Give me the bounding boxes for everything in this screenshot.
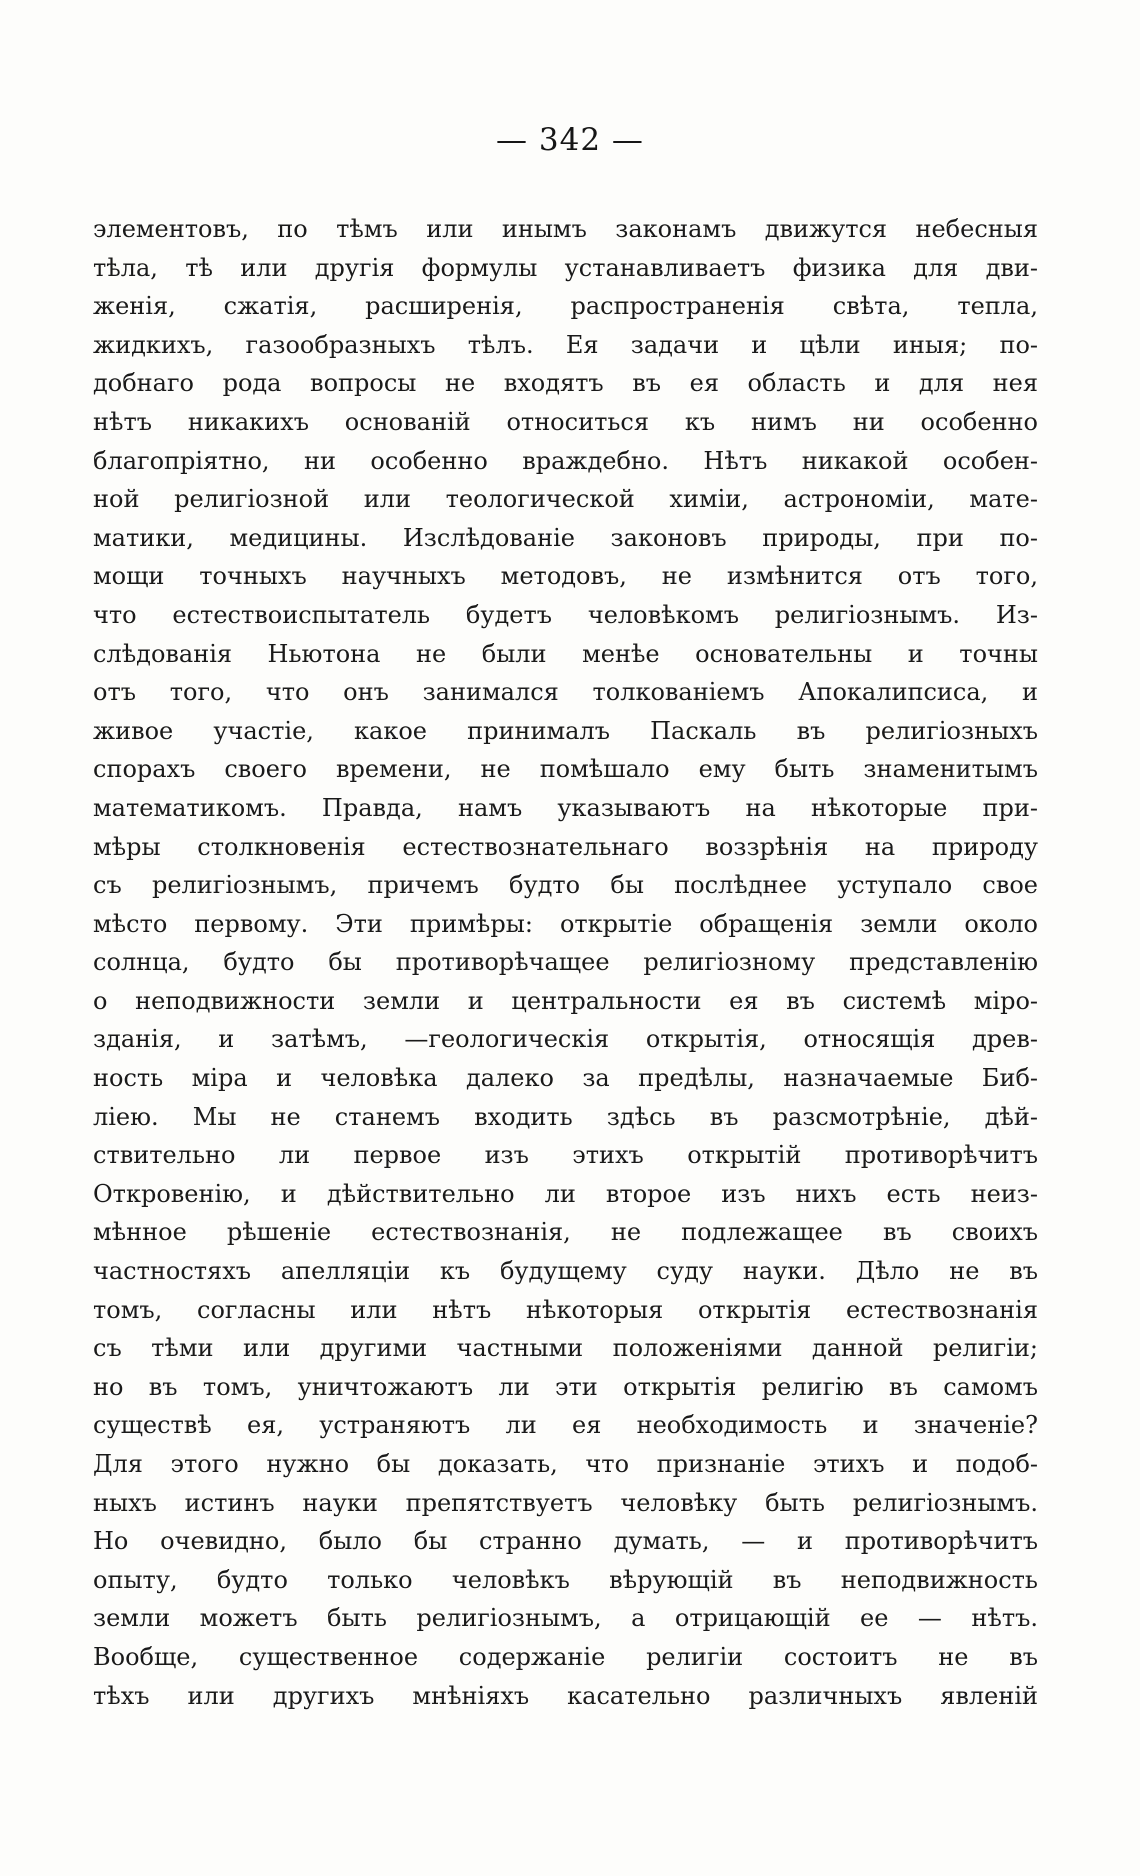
page-number: — 342 — [496, 122, 644, 158]
text-line: ность міра и человѣка далеко за предѣлы, назначаемые Биб- [93, 1064, 1038, 1093]
text-line: мощи точныхъ научныхъ методовъ, не измѣнится отъ того, [93, 562, 1038, 591]
text-line: Откровенію, и дѣйствительно ли второе изъ нихъ есть неиз- [93, 1179, 1038, 1208]
text-line: мѣнное рѣшеніе естествознанія, не подлежащее въ своихъ [93, 1218, 1038, 1247]
text-line: Вообще, существенное содержаніе религіи состоитъ не въ [93, 1642, 1038, 1671]
text-line: что естествоиспытатель будетъ человѣкомъ религіознымъ. Из- [93, 600, 1038, 629]
text-line: существѣ ея, устраняютъ ли ея необходимость и значеніе? [93, 1411, 1038, 1440]
text-line: слѣдованія Ньютона не были менѣе основательны и точны [93, 639, 1038, 668]
text-line: томъ, согласны или нѣтъ нѣкоторыя открытія естествознанія [93, 1295, 1038, 1324]
text-line: добнаго рода вопросы не входятъ въ ея область и для нея [93, 369, 1038, 398]
text-line: матики, медицины. Изслѣдованіе законовъ природы, при по- [93, 523, 1038, 552]
text-line: нѣтъ никакихъ основаній относиться къ нимъ ни особенно [93, 407, 1038, 436]
text-line: частностяхъ апелляціи къ будущему суду науки. Дѣло не въ [93, 1257, 1038, 1286]
text-line: съ тѣми или другими частными положеніями данной религіи; [93, 1334, 1038, 1363]
text-line: жидкихъ, газообразныхъ тѣлъ. Ея задачи и цѣли иныя; по- [93, 330, 1038, 359]
text-line: земли можетъ быть религіознымъ, а отрицающій ее — нѣтъ. [93, 1604, 1038, 1633]
text-line: элементовъ, по тѣмъ или инымъ законамъ движутся небесныя [93, 215, 1038, 243]
text-line: солнца, будто бы противорѣчащее религіозному представленію [93, 948, 1038, 977]
text-line: Но очевидно, было бы странно думать, — и противорѣчитъ [93, 1527, 1038, 1556]
text-line: мѣсто первому. Эти примѣры: открытіе обращенія земли около [93, 909, 1038, 938]
text-line: мѣры столкновенія естествознательнаго воззрѣнія на природу [93, 832, 1038, 861]
text-line: живое участіе, какое принималъ Паскаль въ религіозныхъ [93, 716, 1038, 745]
text-line: но въ томъ, уничтожаютъ ли эти открытія религію въ самомъ [93, 1372, 1038, 1401]
text-line: ной религіозной или теологической химіи, астрономіи, мате- [93, 485, 1038, 514]
text-line: спорахъ своего времени, не помѣшало ему быть знаменитымъ [93, 755, 1038, 784]
text-line: женія, сжатія, расширенія, распространенія свѣта, тепла, [93, 292, 1038, 321]
text-line: зданія, и затѣмъ, —геологическія открытія, относящія древ- [93, 1025, 1038, 1054]
text-line: съ религіознымъ, причемъ будто бы послѣднее уступало свое [93, 871, 1038, 900]
text-line: математикомъ. Правда, намъ указываютъ на нѣкоторые при- [93, 793, 1038, 822]
text-line: отъ того, что онъ занимался толкованіемъ Апокалипсиса, и [93, 678, 1038, 707]
text-line: ствительно ли первое изъ этихъ открытій противорѣчитъ [93, 1141, 1038, 1170]
text-line: благопріятно, ни особенно враждебно. Нѣтъ никакой особен- [93, 446, 1038, 475]
text-line: опыту, будто только человѣкъ вѣрующій въ неподвижность [93, 1565, 1038, 1594]
text-line: тѣхъ или другихъ мнѣніяхъ касательно различныхъ явленій [93, 1681, 1038, 1710]
body-text [93, 210, 1038, 1715]
text-line: тѣла, тѣ или другія формулы устанавливаетъ физика для дви- [93, 253, 1038, 282]
text-line: Для этого нужно бы доказать, что признаніе этихъ и подоб- [93, 1450, 1038, 1478]
text-line: ліею. Мы не станемъ входить здѣсь въ разсмотрѣніе, дѣй- [93, 1102, 1038, 1131]
text-line: о неподвижности земли и центральности ея въ системѣ міро- [93, 986, 1038, 1015]
text-line: ныхъ истинъ науки препятствуетъ человѣку быть религіознымъ. [93, 1488, 1038, 1517]
